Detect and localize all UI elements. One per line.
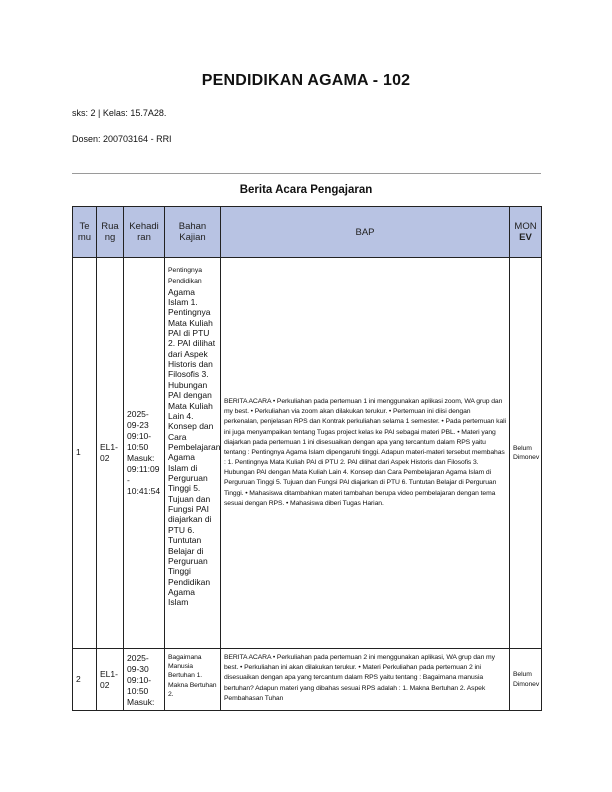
header-bahan-kajian: Bahan Kajian xyxy=(165,207,221,258)
cell-temu: 2 xyxy=(73,649,97,711)
header-ruang: Rua ng xyxy=(97,207,124,258)
header-monev-line1: MON xyxy=(514,221,537,232)
header-monev xyxy=(510,207,542,258)
teaching-report-table xyxy=(72,206,542,711)
bahan-kajian-heading: Pentingnya Pendidikan xyxy=(168,267,203,286)
cell-ruang: EL1-02 xyxy=(97,258,124,649)
section-title: Berita Acara Pengajaran xyxy=(239,184,373,196)
cell-bap: BERITA ACARA • Perkuliahan pada pertemuan 2 ini menggunakan aplikasi, WA grup dan my best. • Perkuliahan ini akan dilakukan terukur. • Materi Perkuliahan pada pertemuan 2 ini disesuaikan dengan apa yang tercantum dalam RPS yaitu tentang : Bagaimana manusia bertuhan? Adapun materi yang dibahas sesuai RPS adalah : 1. Makna Bertuhan 2. Aspek Pembahasan Tuhan xyxy=(221,649,510,711)
cell-temu: 1 xyxy=(73,258,97,649)
cell-bahan-kajian xyxy=(165,258,221,649)
header-temu: Te mu xyxy=(73,207,97,258)
cell-bahan-kajian: Bagaimana Manusia Bertuhan 1. Makna Bertuhan 2. xyxy=(165,649,221,711)
header-kehadiran: Kehadi ran xyxy=(124,207,165,258)
table-row xyxy=(73,649,542,711)
cell-ruang: EL1-02 xyxy=(97,649,124,711)
cell-bap: BERITA ACARA • Perkuliahan pada pertemuan 1 ini menggunakan aplikasi zoom, WA grup dan my best. • Perkuliahan via zoom akan dilakukan terukur. • Pertemuan ini diisi dengan perkenalan, penjelasan RPS dan Kontrak perkuliahan selama 1 semester. • Pada pertemuan kali ini juga menyampaikan tentang Tugas project kelas ke PAI sebagai materi PBL. • Materi yang diajarkan pada pertemuan 1 ini disesuaikan dengan apa yang tercantum dalam RPS yaitu tentang : Pentingnya Agama Islam dipengaruhi tinggi. Adapun materi-materi tersebut membahas : 1. Pentingnya Mata Kuliah PAI di PTU 2. PAI dilihat dari Aspek Historis dan Filosofis 3. Hubungan PAI dengan Mata Kuliah Lain 4. Konsep dan Cara Pembelajaran Agama Islam di Perguruan Tinggi 5. Tujuan dan Fungsi PAI diajarkan di PTU 6. Tuntutan Belajar di Perguruan Tinggi. • Mahasiswa ditambahkan materi tambahan berupa video pembelajaran dengan tema sesuai dengan RPS. • Mahasiswa diberi Tugas Harian. xyxy=(221,258,510,649)
cell-monev: Belum Dimonev xyxy=(510,258,542,649)
cell-monev: Belum Dimonev xyxy=(510,649,542,711)
cell-kehadiran: 2025-09-23 09:10-10:50 Masuk: 09:11:09 - 10:41:54 xyxy=(124,258,165,649)
divider xyxy=(72,173,541,174)
lecturer-info: Dosen: 200703164 - RRI xyxy=(72,134,172,144)
page-title: PENDIDIKAN AGAMA - 102 xyxy=(201,72,411,89)
header-monev-line2: EV xyxy=(519,232,532,243)
cell-kehadiran: 2025-09-30 09:10-10:50 Masuk: xyxy=(124,649,165,711)
table-header-row xyxy=(73,207,542,258)
header-bap: BAP xyxy=(221,207,510,258)
course-info: sks: 2 | Kelas: 15.7A28. xyxy=(72,108,167,118)
table-row xyxy=(73,258,542,649)
bahan-kajian-text: Agama Islam 1. Pentingnya Mata Kuliah PAI di PTU 2. PAI dilihat dari Aspek Historis dan Filosofis 3. Hubungan PAI dengan Mata Kuliah Lain 4. Konsep dan Cara Pembelajaran Agama Islam di Perguruan Tinggi 5. Tujuan dan Fungsi PAI diajarkan di PTU 6. Tuntutan Belajar di Perguruan Tinggi Pendidikan Agama Islam xyxy=(168,286,221,608)
